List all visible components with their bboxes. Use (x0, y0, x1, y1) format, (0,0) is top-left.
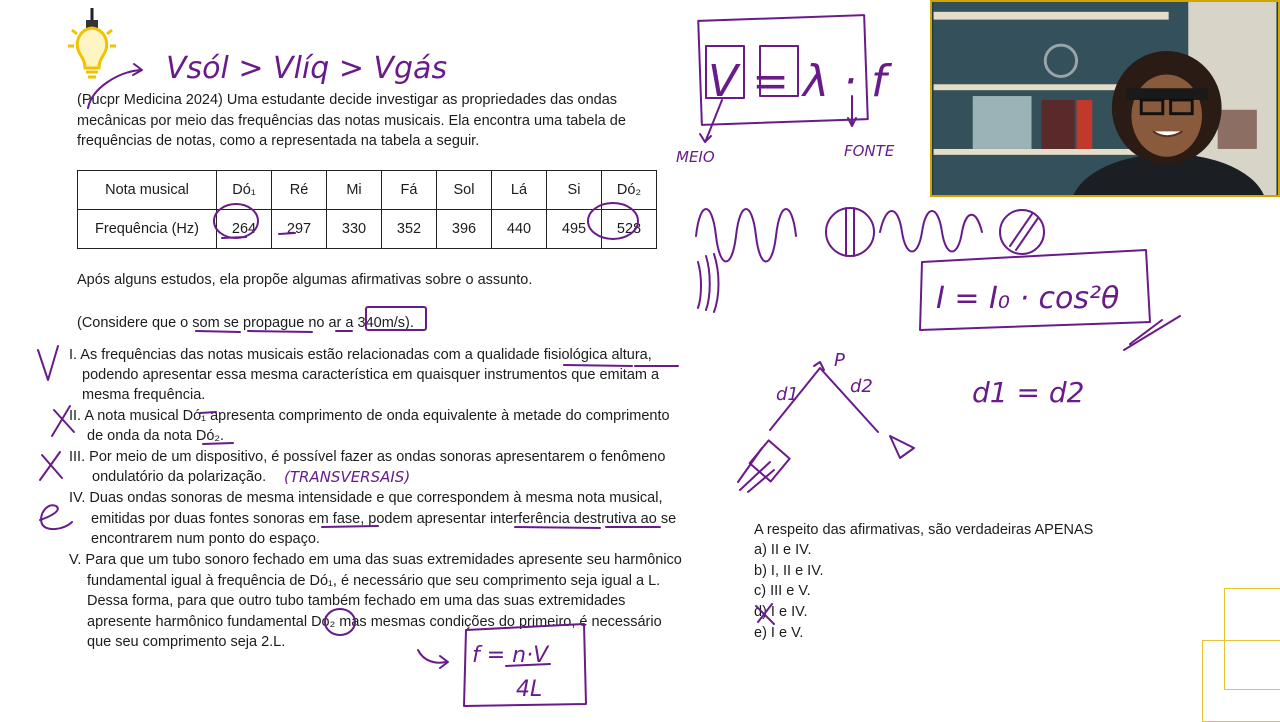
d1-label: d1 (776, 384, 799, 405)
frequency-cell: 396 (437, 210, 492, 249)
frequency-cell: 330 (327, 210, 382, 249)
note-cell: Sol (437, 171, 492, 210)
statement-line: que seu comprimento seja 2.L. (87, 634, 286, 650)
frequency-cell: 495 (547, 210, 602, 249)
table-row-label: Frequência (Hz) (78, 210, 217, 249)
intensity-equation: I = I₀ · cos²θ (936, 281, 1120, 316)
statement-line: apresente harmônico fundamental Dó₂ mas mesmas condições do primeiro, é necessário (87, 614, 662, 630)
statement-line: emitidas por duas fontes sonoras em fase, podem apresentar interferência destrutiva ao se (91, 511, 677, 527)
intro-line: (Pucpr Medicina 2024) Uma estudante decide investigar as propriedades das ondas (77, 92, 618, 108)
frequency-cell: 440 (492, 210, 547, 249)
statement-line: IV. Duas ondas sonoras de mesma intensidade e que correspondem à mesma nota musical, (69, 490, 663, 506)
statement-line: V. Para que um tubo sonoro fechado em uma das suas extremidades apresente seu harmônico (69, 552, 682, 568)
transversais-note: (TRANSVERSAIS) (284, 468, 411, 486)
webcam-video (930, 0, 1280, 197)
note-cell: Ré (272, 171, 327, 210)
after-table-text: Após alguns estudos, ela propõe algumas afirmativas sobre o assunto. (77, 272, 533, 288)
intro-line: mecânicas por meio das frequências das notas musicais. Ela encontra uma tabela de (77, 112, 626, 129)
statement-line: fundamental igual à frequência de Dó₁, é necessário que seu comprimento seja igual a L. (87, 573, 661, 589)
corner-decoration (1202, 640, 1280, 722)
question-intro (77, 90, 677, 152)
option-c: c) III e V. (754, 583, 811, 599)
statement-line: encontrarem num ponto do espaço. (91, 531, 320, 547)
intro-line: frequências de notas, como a representada na tabela a seguir. (77, 133, 480, 149)
d2-label: d2 (850, 376, 873, 397)
answer-prompt: A respeito das afirmativas, são verdadeiras APENAS (754, 522, 1094, 538)
frequency-cell: 352 (382, 210, 437, 249)
statement-line: ondulatório da polarização. (92, 469, 267, 485)
table-row (78, 210, 657, 249)
point-label: P (834, 350, 845, 371)
frequency-cell: 528 (602, 210, 657, 249)
wave-equation-annotation: V = λ · f (708, 56, 887, 107)
note-cell: Lá (492, 171, 547, 210)
frequency-cell: 264 (217, 210, 272, 249)
pipe-formula-numerator: f = n·V (472, 643, 549, 668)
table-header-label: Nota musical (78, 171, 217, 210)
note-cell: Fá (382, 171, 437, 210)
statement-line: I. As frequências das notas musicais estão relacionadas com a qualidade fisiológica altura, (69, 347, 652, 363)
consider-note: (Considere que o som se propague no ar a 340m/s). (77, 315, 414, 331)
statement-line: II. A nota musical Dó₁ apresenta comprimento de onda equivalente à metade do comprimento (69, 408, 670, 424)
distance-equation: d1 = d2 (972, 376, 1085, 409)
frequency-table (77, 170, 657, 249)
pipe-formula-denominator: 4L (516, 677, 543, 702)
note-cell: Dó₁ (217, 171, 272, 210)
statement-line: podendo apresentar essa mesma característica em quaisquer instrumentos que emitam a (82, 367, 660, 383)
note-cell: Si (547, 171, 602, 210)
note-cell: Dó₂ (602, 171, 657, 210)
option-b: b) I, II e IV. (754, 563, 824, 579)
option-a: a) II e IV. (754, 542, 812, 558)
note-cell: Mi (327, 171, 382, 210)
statement-line: de onda da nota Dó₂. (87, 428, 225, 444)
frequency-cell: 297 (272, 210, 327, 249)
presenter-video-frame (932, 2, 1278, 195)
meio-label: MEIO (676, 148, 715, 166)
statement-line: Dessa forma, para que outro tubo também fechado em uma das suas extremidades (87, 593, 626, 609)
statement-line: mesma frequência. (82, 387, 206, 403)
fonte-label: FONTE (844, 142, 895, 160)
option-d: d) I e IV. (754, 604, 808, 620)
table-row (78, 171, 657, 210)
statement-line: III. Por meio de um dispositivo, é possível fazer as ondas sonoras apresentarem o fenômeno (69, 449, 666, 465)
lightbulb-icon (62, 8, 122, 82)
speed-order-annotation: Vsól > Vlíq > Vgás (166, 51, 448, 86)
option-e: e) I e V. (754, 625, 804, 641)
